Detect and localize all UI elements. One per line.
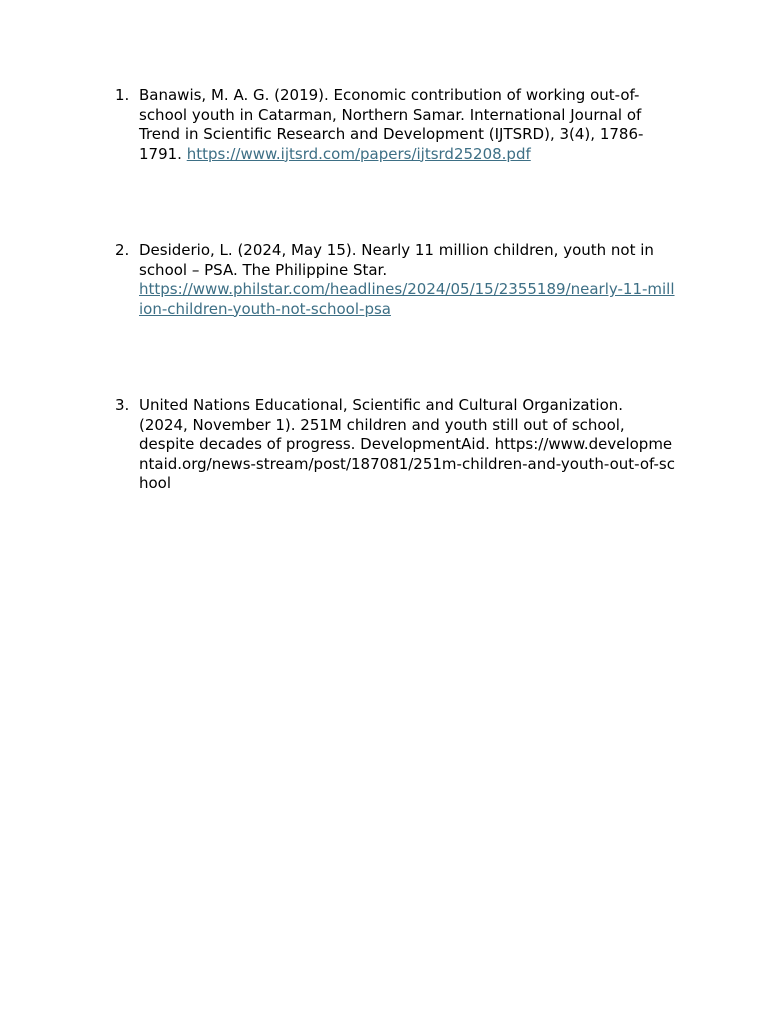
reference-item-2 [115,241,675,319]
reference-link[interactable]: https://www.philstar.com/headlines/2024/05/15/2355189/nearly-11-million-children-youth-not-school-psa [139,280,675,318]
reference-number: 1. [115,86,130,104]
reference-url-text: https://www.developmentaid.org/news-stream/post/187081/251m-children-and-youth-out-of-school [139,435,675,492]
reference-item-3 [115,396,675,494]
reference-number: 3. [115,396,130,414]
reference-text: Banawis, M. A. G. (2019). Economic contribution of working out-of-school youth in Catarman, Northern Samar. International Journal of Trend in Scientific Research and Development (IJTSRD), 3(4), 1786-1791. [139,86,644,163]
reference-link[interactable]: https://www.ijtsrd.com/papers/ijtsrd25208.pdf [186,144,531,163]
reference-text: Desiderio, L. (2024, May 15). Nearly 11 million children, youth not in school – PSA. The Philippine Star. [139,241,654,279]
reference-list [115,86,675,571]
reference-item-1 [115,86,675,164]
reference-number: 2. [115,241,130,259]
reference-text: United Nations Educational, Scientific and Cultural Organization. (2024, November 1). 251M children and youth still out of school, despite decades of progress. DevelopmentAid. [139,396,625,453]
